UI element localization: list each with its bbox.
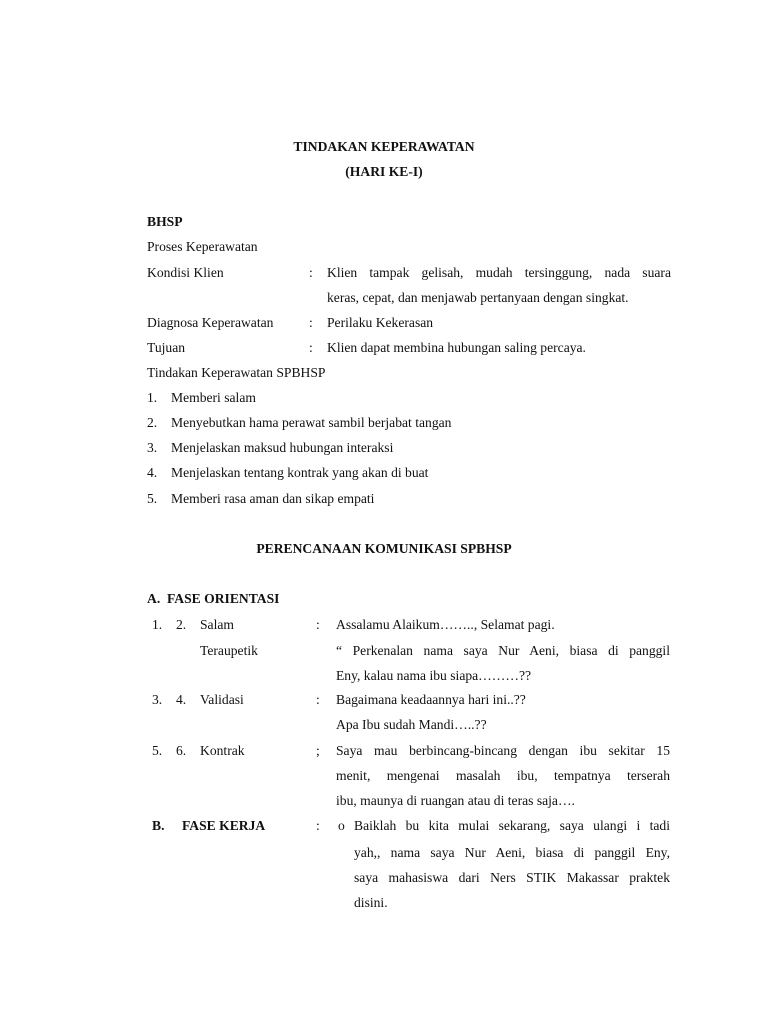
list-item: Menyebutkan hama perawat sambil berjabat tangan <box>171 415 452 430</box>
diagnosa-colon: : <box>309 315 313 330</box>
list-item-number: 3. <box>147 440 158 455</box>
row-number: 3. <box>152 692 163 707</box>
list-item-number: 1. <box>147 390 158 405</box>
validasi-label: Validasi <box>200 692 244 707</box>
diagnosa-label: Diagnosa Keperawatan <box>147 315 274 330</box>
kondisi-line-1: Klien tampak gelisah, mudah tersinggung, nada suara <box>327 265 671 280</box>
teraupetik-line-2: Eny, kalau nama ibu siapa………?? <box>336 668 532 683</box>
row-number: 4. <box>176 692 187 707</box>
kondisi-label: Kondisi Klien <box>147 265 224 280</box>
kontrak-line-2: menit, mengenai masalah ibu, tempatnya terserah <box>336 768 670 783</box>
diagnosa-value: Perilaku Kekerasan <box>327 315 434 330</box>
kontrak-label: Kontrak <box>200 743 245 758</box>
kondisi-line-2: keras, cepat, dan menjawab pertanyaan dengan singkat. <box>327 290 629 305</box>
salam-label: Salam <box>200 617 234 632</box>
list-item-number: 4. <box>147 465 158 480</box>
fase-kerja-line-4: disini. <box>354 895 388 910</box>
list-item-number: 5. <box>147 491 158 506</box>
tujuan-label: Tujuan <box>147 340 186 355</box>
validasi-colon: : <box>316 692 320 707</box>
salam-text: Assalamu Alaikum…….., Selamat pagi. <box>336 617 555 632</box>
salam-colon: : <box>316 617 320 632</box>
kontrak-line-3: ibu, maunya di ruangan atau di teras saja…. <box>336 793 575 808</box>
perencanaan-heading: PERENCANAAN KOMUNIKASI SPBHSP <box>256 541 512 556</box>
fase-kerja-heading: FASE KERJA <box>182 818 266 833</box>
kondisi-colon: : <box>309 265 313 280</box>
tindakan-heading: Tindakan Keperawatan SPBHSP <box>147 365 326 380</box>
kontrak-line-1: Saya mau berbincang-bincang dengan ibu sekitar 15 <box>336 743 670 758</box>
list-item: Menjelaskan tentang kontrak yang akan di buat <box>171 465 429 480</box>
title-line-1: TINDAKAN KEPERAWATAN <box>293 139 475 154</box>
list-item: Memberi rasa aman dan sikap empati <box>171 491 375 506</box>
list-item-number: 2. <box>147 415 158 430</box>
fase-kerja-line-2: yah,, nama saya Nur Aeni, biasa di panggil Eny, <box>354 845 670 860</box>
row-number: 1. <box>152 617 163 632</box>
row-number: 2. <box>176 617 187 632</box>
row-number: 6. <box>176 743 187 758</box>
fase-kerja-letter: B. <box>152 818 165 833</box>
proses-heading: Proses Keperawatan <box>147 239 258 254</box>
teraupetik-line-1: “ Perkenalan nama saya Nur Aeni, biasa di panggil <box>336 643 670 658</box>
kontrak-colon: ; <box>316 743 320 758</box>
list-item: Memberi salam <box>171 390 256 405</box>
teraupetik-label: Teraupetik <box>200 643 258 658</box>
tujuan-colon: : <box>309 340 313 355</box>
validasi-line-2: Apa Ibu sudah Mandi…..?? <box>336 717 487 732</box>
fase-kerja-colon: : <box>316 818 320 833</box>
bhsp-heading: BHSP <box>147 214 183 229</box>
list-item: Menjelaskan maksud hubungan interaksi <box>171 440 394 455</box>
tujuan-value: Klien dapat membina hubungan saling percaya. <box>327 340 586 355</box>
fase-orientasi-heading: A. FASE ORIENTASI <box>147 591 280 606</box>
row-number: 5. <box>152 743 163 758</box>
title-line-2: (HARI KE-I) <box>345 164 423 179</box>
fase-kerja-line-3: saya mahasiswa dari Ners STIK Makassar praktek <box>354 870 670 885</box>
validasi-line-1: Bagaimana keadaannya hari ini..?? <box>336 692 526 707</box>
bullet-icon: o <box>338 818 345 833</box>
fase-kerja-line-1: Baiklah bu kita mulai sekarang, saya ulangi i tadi <box>354 818 670 833</box>
